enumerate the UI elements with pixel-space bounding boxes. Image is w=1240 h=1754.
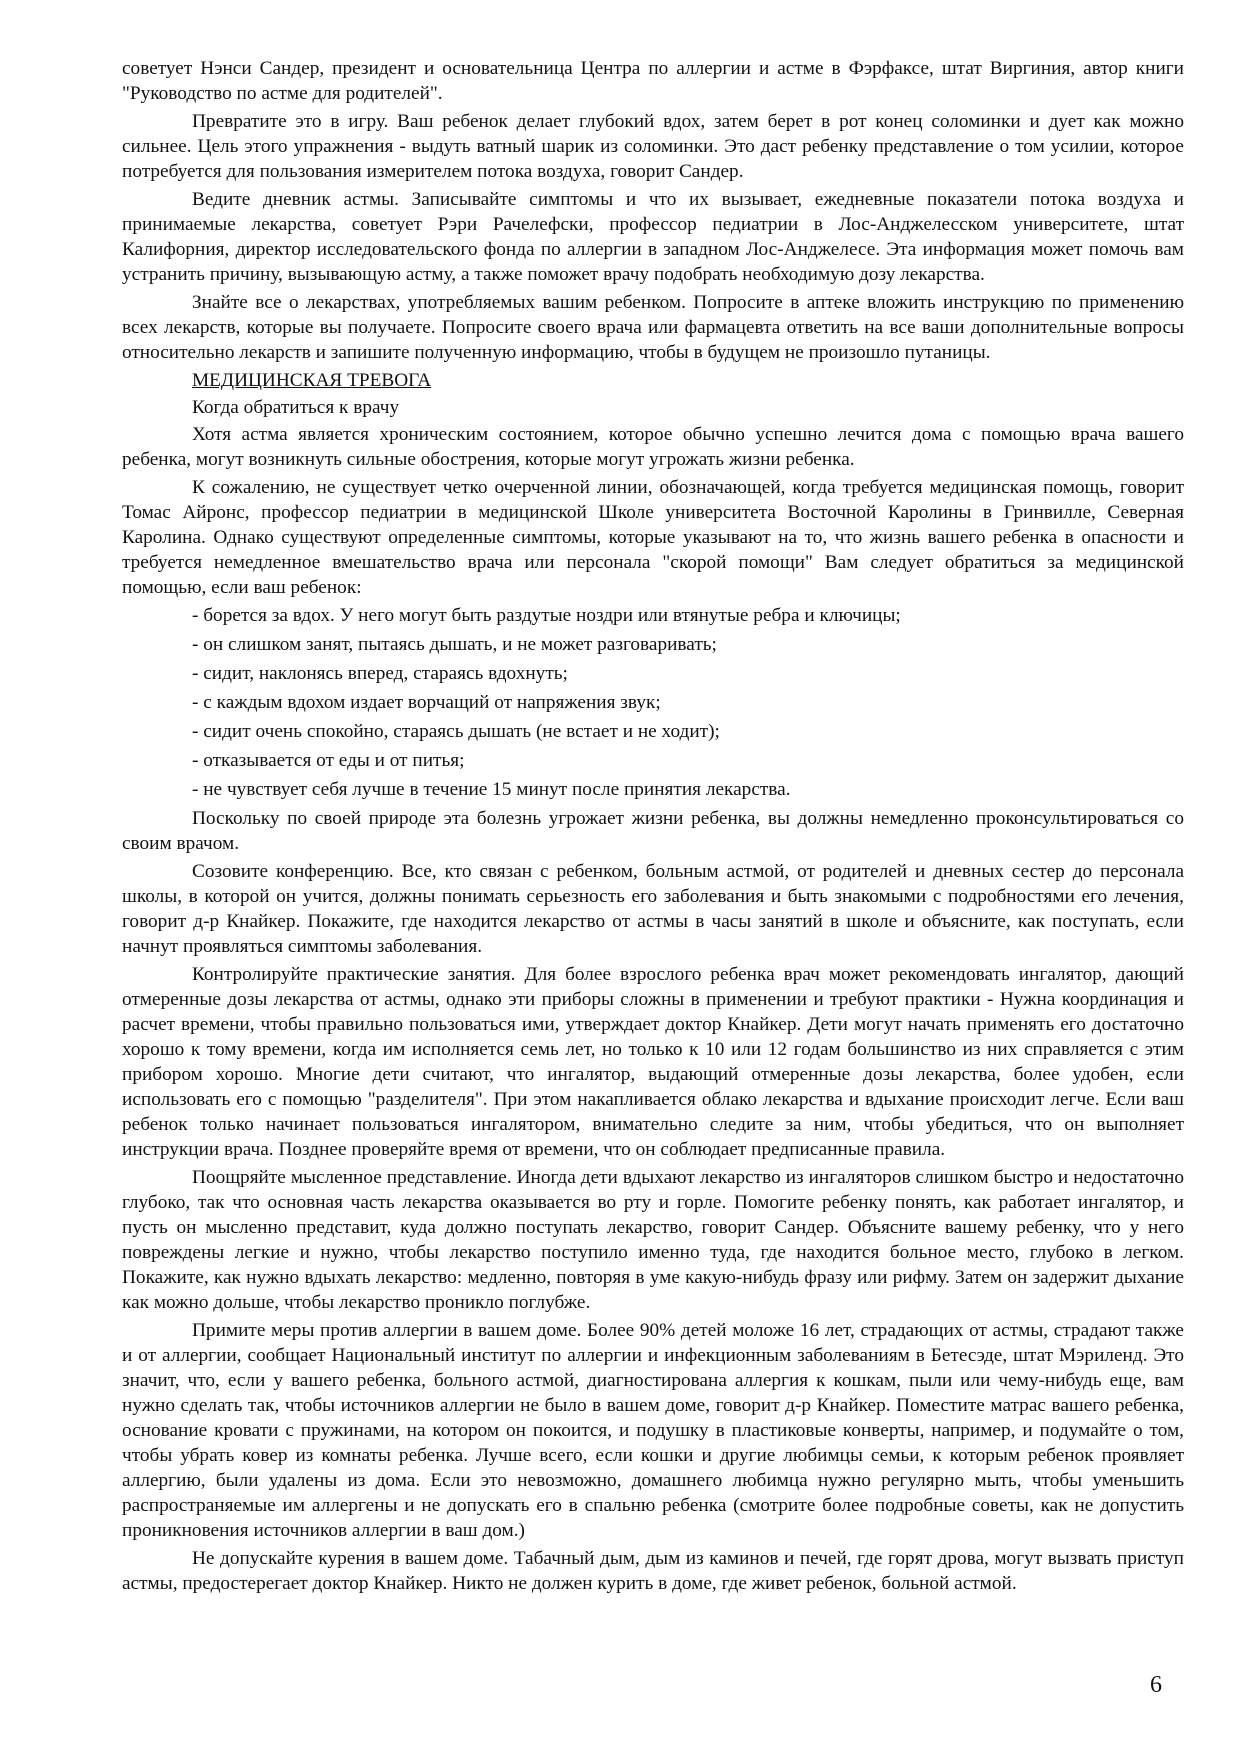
list-item: - не чувствует себя лучше в течение 15 минут после принятия лекарства. <box>192 779 791 800</box>
list-item: - он слишком занят, пытаясь дышать, и не может разговаривать; <box>192 634 717 655</box>
list-item: - с каждым вдохом издает ворчащий от напряжения звук; <box>192 692 661 713</box>
paragraph-chronic: Хотя астма является хроническим состоянием, которое обычно успешно лечится дома с помощью врача вашего ребенка, могут возникнуть сильные обострения, которые могут угрожать жизни ребенка. <box>122 424 1184 470</box>
paragraph-drugs: Знайте все о лекарствах, употребляемых вашим ребенком. Попросите в аптеке вложить инструкцию по применению всех лекарств, которые вы получаете. Попросите своего врача или фармацевта ответить на все ваши дополнительные вопросы относительно лекарств и запишите полученную информацию, чтобы в будущем не произошло путаницы. <box>122 292 1184 363</box>
paragraph-smoking: Не допускайте курения в вашем доме. Табачный дым, дым из каминов и печей, где горят дрова, могут вызвать приступ астмы, предостерегает доктор Кнайкер. Никто не должен курить в доме, где живет ребенок, больной астмой. <box>122 1548 1184 1594</box>
section-subheading: Когда обратиться к врачу <box>192 397 400 418</box>
section-heading: МЕДИЦИНСКАЯ ТРЕВОГА <box>192 370 432 391</box>
paragraph-imagine: Поощряйте мысленное представление. Иногда дети вдыхают лекарство из ингаляторов слишком быстро и недостаточно глубоко, так что основная часть лекарства оказывается во рту и горле. Помогите ребенку понять, как работает ингалятор, и пусть он мысленно представит, куда должно поступать лекарство, говорит Сандер. Объясните вашему ребенку, что у него повреждены легкие и нужно, чтобы лекарство поступило именно туда, где находится больное место, глубоко в легком. Покажите, как нужно вдыхать лекарство: медленно, повторяя в уме какую-нибудь фразу или рифму. Затем он задержит дыхание как можно дольше, чтобы лекарство проникло поглубже. <box>122 1167 1184 1313</box>
list-item: - сидит, наклонясь вперед, стараясь вдохнуть; <box>192 663 568 684</box>
paragraph-continuation: советует Нэнси Сандер, президент и основательница Центра по аллергии и астме в Фэрфаксе, штат Виргиния, автор книги "Руководство по астме для родителей". <box>122 58 1184 104</box>
list-item: - борется за вдох. У него могут быть раздутые ноздри или втянутые ребра и ключицы; <box>192 605 901 626</box>
symptom-list <box>192 603 1184 802</box>
paragraph-unfortunately: К сожалению, не существует четко очерченной линии, обозначающей, когда требуется медицинская помощь, говорит Томас Айронс, профессор педиатрии в медицинской Школе университета Восточной Каролины в Гринвилле, Северная Каролина. Однако существуют определенные симптомы, которые указывают на то, что жизнь вашего ребенка в опасности и требуется немедленное вмешательство врача или персонала "скорой помощи" Вам следует обратиться за медицинской помощью, если ваш ребенок: <box>122 477 1184 598</box>
page-number: 6 <box>1150 1672 1162 1698</box>
document-page <box>122 56 1184 1599</box>
paragraph-consult: Поскольку по своей природе эта болезнь угрожает жизни ребенка, вы должны немедленно проконсультироваться со своим врачом. <box>122 808 1184 854</box>
paragraph-practice: Контролируйте практические занятия. Для более взрослого ребенка врач может рекомендовать ингалятор, дающий отмеренные дозы лекарства от астмы, однако эти приборы сложны в применении и требуют практики - Нужна координация и расчет времени, чтобы правильно пользоваться ими, утверждает доктор Кнайкер. Дети могут начать применять его достаточно хорошо к тому времени, когда им исполняется семь лет, но только к 10 или 12 годам большинство из них справляется с этим прибором хорошо. Многие дети считают, что ингалятор, выдающий отмеренные дозы лекарства, более удобен, если использовать его с помощью "разделителя". При этом накапливается облако лекарства и вдыхание происходит легче. Если ваш ребенок только начинает пользоваться ингалятором, внимательно следите за ним, чтобы убедиться, что он выполняет инструкции врача. Позднее проверяйте время от времени, что он соблюдает предписанные правила. <box>122 964 1184 1160</box>
paragraph-conference: Созовите конференцию. Все, кто связан с ребенком, больным астмой, от родителей и дневных сестер до персонала школы, в которой он учится, должны понимать серьезность его заболевания и быть знакомыми с подробностями его лечения, говорит д-р Кнайкер. Покажите, где находится лекарство от астмы в часы занятий в школе и объясните, как поступать, если начнут проявляться симптомы заболевания. <box>122 861 1184 957</box>
paragraph-game: Превратите это в игру. Ваш ребенок делает глубокий вдох, затем берет в рот конец соломинки и дует как можно сильнее. Цель этого упражнения - выдуть ватный шарик из соломинки. Это даст ребенку представление о том усилии, которое потребуется для пользования измерителем потока воздуха, говорит Сандер. <box>122 111 1184 182</box>
paragraph-allergy: Примите меры против аллергии в вашем доме. Более 90% детей моложе 16 лет, страдающих от астмы, страдают также и от аллергии, сообщает Национальный институт по аллергии и инфекционным заболеваниям в Бетесэде, штат Мэриленд. Это значит, что, если у вашего ребенка, больного астмой, диагностирована аллергия к кошкам, пыли или чему-нибудь еще, вам нужно сделать так, чтобы источников аллергии не было в вашем доме, говорит д-р Кнайкер. Поместите матрас вашего ребенка, основание кровати с пружинами, на котором он покоится, и подушку в пластиковые конверты, например, и подумайте о том, чтобы убрать ковер из комнаты ребенка. Лучше всего, если кошки и другие любимцы семьи, к которым ребенок проявляет аллергию, были удалены из дома. Если это невозможно, домашнего любимца нужно регулярно мыть, чтобы уменьшить распространяемые им аллергены и не допускать его в спальню ребенка (смотрите более подробные советы, как не допустить проникновения источников аллергии в ваш дом.) <box>122 1320 1184 1541</box>
list-item: - сидит очень спокойно, стараясь дышать (не встает и не ходит); <box>192 721 720 742</box>
list-item: - отказывается от еды и от питья; <box>192 750 465 771</box>
paragraph-diary: Ведите дневник астмы. Записывайте симптомы и что их вызывает, ежедневные показатели потока воздуха и принимаемые лекарства, советует Рэри Рачелефски, профессор педиатрии в Лос-Анджелесском университете, штат Калифорния, директор исследовательского фонда по аллергии в западном Лос-Анджелесе. Эта информация может помочь вам устранить причину, вызывающую астму, а также поможет врачу подобрать необходимую дозу лекарства. <box>122 189 1184 285</box>
